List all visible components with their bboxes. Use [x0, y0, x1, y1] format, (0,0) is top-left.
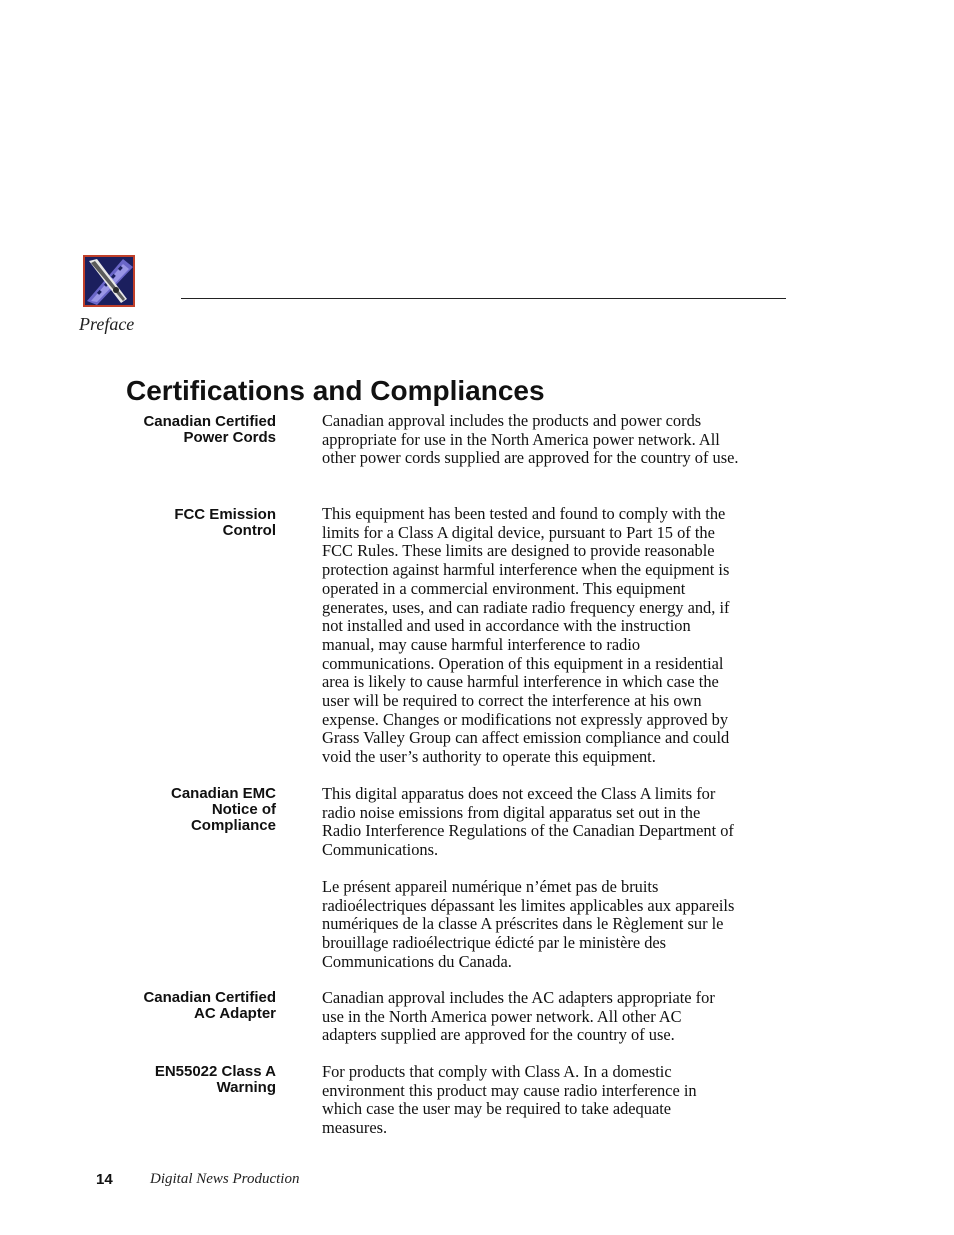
heading-line: Notice of: [211, 801, 276, 818]
heading-line: Compliance: [190, 817, 276, 834]
section-label: Preface: [79, 314, 135, 334]
heading-line: Canadian Certified: [143, 989, 276, 1006]
section-heading-canadian-emc: [100, 786, 276, 834]
page-number: 14: [96, 1171, 113, 1188]
paragraph-ac-adapter: Canadian approval includes the AC adapters appropriate for use in the North America power network. All other AC adapters supplied are approved for the country of use.: [322, 988, 715, 1045]
paragraph-emc-french: Le présent appareil numérique n’émet pas de bruits radioélectriques dépassant les limites applicables aux appareils numériques de la classe A préscrites dans le Règlement sur le brouillage radioélectrique édicté par le ministère des Communications du Canada.: [322, 877, 735, 971]
film-strip-logo-icon: [83, 255, 135, 307]
paragraph-en55022: For products that comply with Class A. In a domestic environment this product may cause radio interference in which case the user may be required to take adequate measures.: [322, 1062, 697, 1138]
book-title: Digital News Production: [150, 1171, 300, 1187]
heading-line: FCC Emission: [174, 506, 276, 523]
heading-line: EN55022 Class A: [154, 1063, 276, 1080]
section-heading-power-cords: [100, 414, 276, 446]
heading-line: Canadian EMC: [170, 785, 276, 802]
section-heading-ac-adapter: [100, 990, 276, 1022]
section-heading-en55022: [100, 1064, 276, 1096]
heading-line: Canadian Certified: [143, 413, 276, 430]
paragraph-fcc: This equipment has been tested and found to comply with the limits for a Class A digital device, pursuant to Part 15 of the FCC Rules. These limits are designed to provide reasonable protection against harmful interference when the equipment is operated in a commercial environment. This equipment generates, uses, and can radiate radio frequency energy and, if not installed and used in accordance with the instruction manual, may cause harmful interference to radio communications. Operation of this equipment in a residential area is likely to cause harmful interference in which case the user will be required to correct the interference at his own expense. Changes or modifications not expressly approved by Grass Valley Group can affect emission compliance and could void the user’s authority to operate this equipment.: [322, 504, 730, 767]
heading-line: Power Cords: [183, 429, 276, 446]
header-rule: [181, 298, 786, 299]
paragraph-emc-english: This digital apparatus does not exceed the Class A limits for radio noise emissions from digital apparatus set out in the Radio Interference Regulations of the Canadian Department of Communications.: [322, 784, 734, 860]
heading-line: Control: [222, 522, 276, 539]
heading-line: Warning: [216, 1079, 276, 1096]
page-title: Certifications and Compliances: [126, 375, 545, 406]
heading-line: AC Adapter: [194, 1005, 276, 1022]
paragraph-power-cords: Canadian approval includes the products and power cords appropriate for use in the North America power network. All other power cords supplied are approved for the country of use.: [322, 411, 739, 468]
section-heading-fcc: [100, 507, 276, 539]
